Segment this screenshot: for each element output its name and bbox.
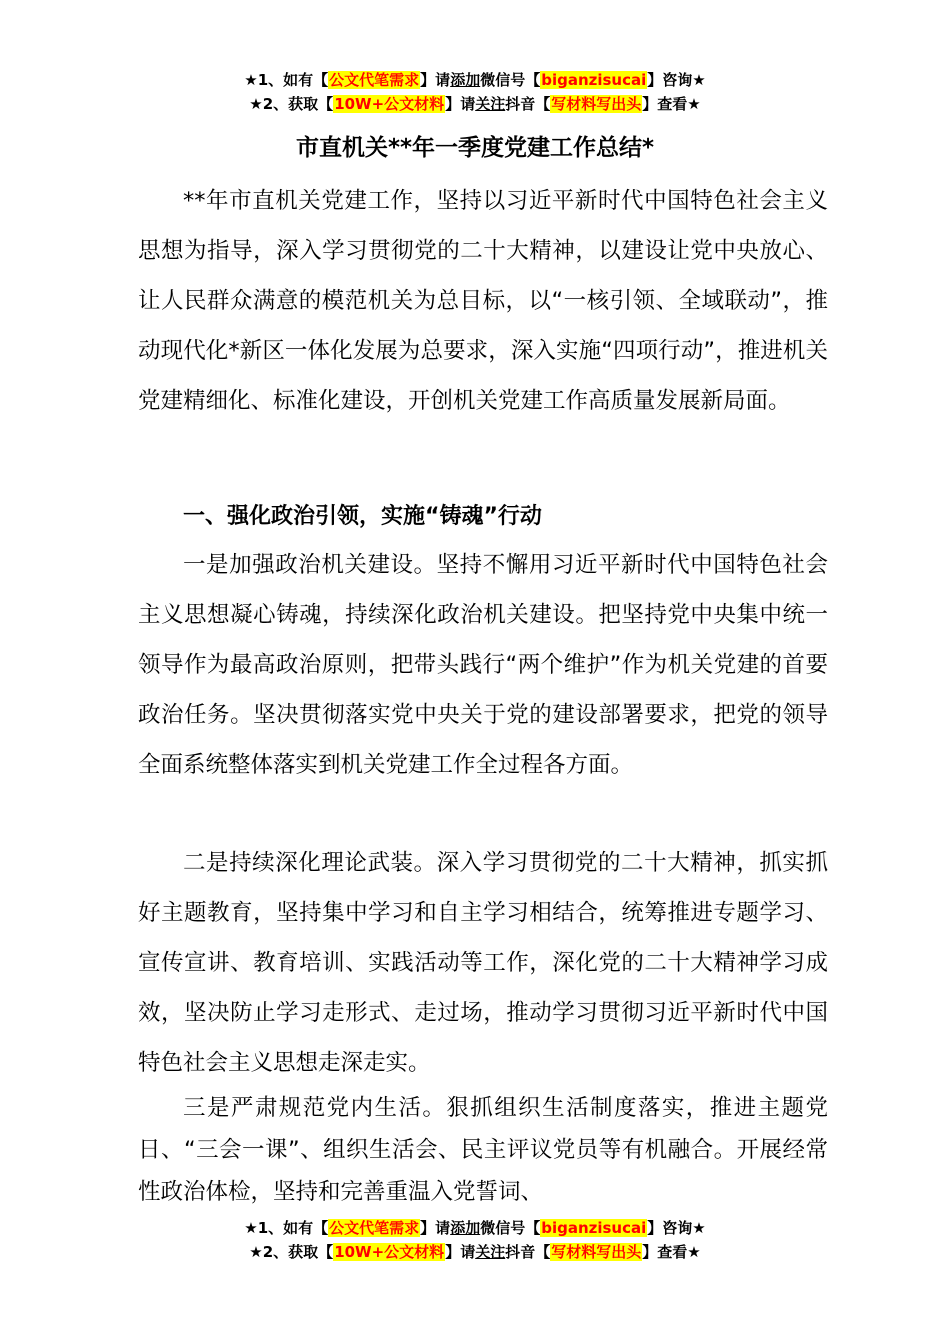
banner-line-1: ★1、如有【公文代笔需求】请添加微信号【biganzisucai】咨询★ [244,71,706,89]
highlight-service: 公文代笔需求 [329,71,420,89]
paragraph-2: 二是持续深化理论武装。深入学习贯彻党的二十大精神，抓实抓好主题教育，坚持集中学习和自主学习相结合，统筹推进专题学习、宣传宣讲、教育培训、实践活动等工作，深化党的二十大精神学习成效，坚决防止学习走形式、走过场，推动学习贯彻习近平新时代中国特色社会主义思想走深走实。 [138,850,828,1076]
header-banner [0,68,950,116]
section-heading-1: 一、强化政治引领，实施“铸魂”行动 [183,504,542,529]
banner-line-1: ★1、如有【公文代笔需求】请添加微信号【biganzisucai】咨询★ [244,1219,706,1237]
highlight-douyin-id: 写材料写出头 [551,1243,642,1261]
document-title: 市直机关**年一季度党建工作总结* [295,135,655,161]
banner-line-2: ★2、获取【10W+公文材料】请关注抖音【写材料写出头】查看★ [249,1243,701,1261]
footer-banner [0,1216,950,1264]
highlight-service: 公文代笔需求 [329,1219,420,1237]
highlight-materials: 10W+公文材料 [334,1243,445,1261]
highlight-wechat-id: biganzisucai [541,71,647,89]
paragraph-3: 三是严肃规范党内生活。狠抓组织生活制度落实，推进主题党日、“三会一课”、组织生活会、民主评议党员等有机融合。开展经常性政治体检，坚持和完善重温入党誓词、 [138,1095,828,1205]
highlight-materials: 10W+公文材料 [334,95,445,113]
highlight-douyin-id: 写材料写出头 [551,95,642,113]
highlight-wechat-id: biganzisucai [541,1219,647,1237]
paragraph-1: 一是加强政治机关建设。坚持不懈用习近平新时代中国特色社会主义思想凝心铸魂，持续深化政治机关建设。把坚持党中央集中统一领导作为最高政治原则，把带头践行“两个维护”作为机关党建的首要政治任务。坚决贯彻落实党中央关于党的建设部署要求，把党的领导全面系统整体落实到机关党建工作全过程各方面。 [138,552,828,778]
paragraph-intro: **年市直机关党建工作，坚持以习近平新时代中国特色社会主义思想为指导，深入学习贯彻党的二十大精神，以建设让党中央放心、让人民群众满意的模范机关为总目标，以“一核引领、全域联动”，推动现代化*新区一体化发展为总要求，深入实施“四项行动”，推进机关党建精细化、标准化建设，开创机关党建工作高质量发展新局面。 [138,188,828,414]
banner-line-2: ★2、获取【10W+公文材料】请关注抖音【写材料写出头】查看★ [249,95,701,113]
